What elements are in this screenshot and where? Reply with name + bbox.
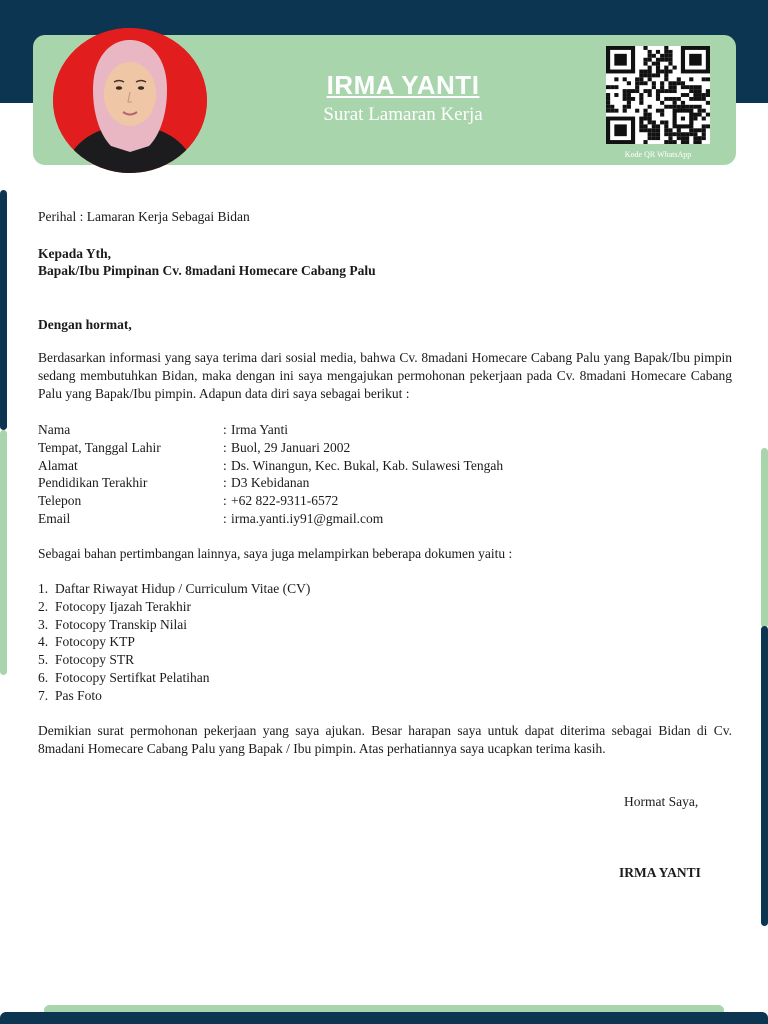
info-label: Pendidikan Terakhir xyxy=(38,475,148,490)
intro-paragraph: Berdasarkan informasi yang saya terima dari sosial media, bahwa Cv. 8madani Homecare Cabang Palu yang Bapak/Ibu pimpin sedang membutuhkan Bidan, maka dengan ini saya mengajukan permohonan pekerjaan pada Cv. 8madani Homecare Cabang Palu yang Bapak/Ibu pimpin. Adapun data diri saya sebagai berikut : xyxy=(38,350,732,401)
right-accent-bar-green xyxy=(761,448,768,628)
list-item xyxy=(38,580,310,598)
list-text: Fotocopy STR xyxy=(55,652,135,667)
recipient-line-1: Kepada Yth, xyxy=(38,246,112,261)
info-separator: : xyxy=(223,440,227,455)
info-value: Irma Yanti xyxy=(231,422,288,437)
left-accent-bar-green xyxy=(0,430,7,675)
regards: Hormat Saya, xyxy=(624,794,699,809)
list-text: Fotocopy Ijazah Terakhir xyxy=(55,599,192,614)
info-label: Alamat xyxy=(38,458,78,473)
recipient-line-2: Bapak/Ibu Pimpinan Cv. 8madani Homecare Cabang Palu xyxy=(38,263,376,278)
list-text: Fotocopy Sertifkat Pelatihan xyxy=(55,670,210,685)
info-separator: : xyxy=(223,458,227,473)
list-item xyxy=(38,616,187,634)
list-item xyxy=(38,651,134,669)
whatsapp-qr-code xyxy=(606,46,710,144)
list-number: 6. xyxy=(38,670,49,685)
list-item xyxy=(38,598,191,616)
list-number: 2. xyxy=(38,599,49,614)
qr-caption: Kode QR WhatsApp xyxy=(624,150,692,159)
header-subtitle: Surat Lamaran Kerja xyxy=(323,104,483,125)
list-item xyxy=(38,687,102,705)
header-name: IRMA YANTI xyxy=(326,70,480,100)
info-label: Nama xyxy=(38,422,71,437)
left-accent-bar-dark xyxy=(0,190,7,430)
signature-name: IRMA YANTI xyxy=(619,865,701,880)
info-separator: : xyxy=(223,493,227,508)
info-separator: : xyxy=(223,422,227,437)
attachments-intro: Sebagai bahan pertimbangan lainnya, saya juga melampirkan beberapa dokumen yaitu : xyxy=(38,546,513,561)
list-text: Fotocopy Transkip Nilai xyxy=(55,617,188,632)
profile-photo xyxy=(53,28,207,173)
list-number: 4. xyxy=(38,634,49,649)
info-label: Telepon xyxy=(38,493,82,508)
info-separator: : xyxy=(223,511,227,526)
list-number: 1. xyxy=(38,581,49,596)
list-text: Pas Foto xyxy=(55,688,102,703)
list-item xyxy=(38,669,209,687)
info-value: D3 Kebidanan xyxy=(231,475,310,490)
list-number: 7. xyxy=(38,688,49,703)
right-accent-bar-dark xyxy=(761,626,768,926)
list-number: 3. xyxy=(38,617,49,632)
list-text: Daftar Riwayat Hidup / Curriculum Vitae (CV) xyxy=(55,581,311,596)
greeting: Dengan hormat, xyxy=(38,317,132,332)
letter-subject: Perihal : Lamaran Kerja Sebagai Bidan xyxy=(38,209,250,224)
list-text: Fotocopy KTP xyxy=(55,634,135,649)
info-separator: : xyxy=(223,475,227,490)
info-value: Ds. Winangun, Kec. Bukal, Kab. Sulawesi Tengah xyxy=(231,458,504,473)
list-item xyxy=(38,633,135,651)
info-value: +62 822-9311-6572 xyxy=(231,493,339,508)
list-number: 5. xyxy=(38,652,49,667)
footer-band xyxy=(0,1012,768,1024)
info-label: Tempat, Tanggal Lahir xyxy=(38,440,161,455)
info-value: Buol, 29 Januari 2002 xyxy=(231,440,351,455)
closing-paragraph: Demikian surat permohonan pekerjaan yang saya ajukan. Besar harapan saya untuk dapat diterima sebagai Bidan di Cv. 8madani Homecare Cabang Palu yang Bapak / Ibu pimpin. Atas perhatiannya saya ucapkan terima kasih. xyxy=(38,723,732,756)
info-value: irma.yanti.iy91@gmail.com xyxy=(231,511,384,526)
info-label: Email xyxy=(38,511,71,526)
